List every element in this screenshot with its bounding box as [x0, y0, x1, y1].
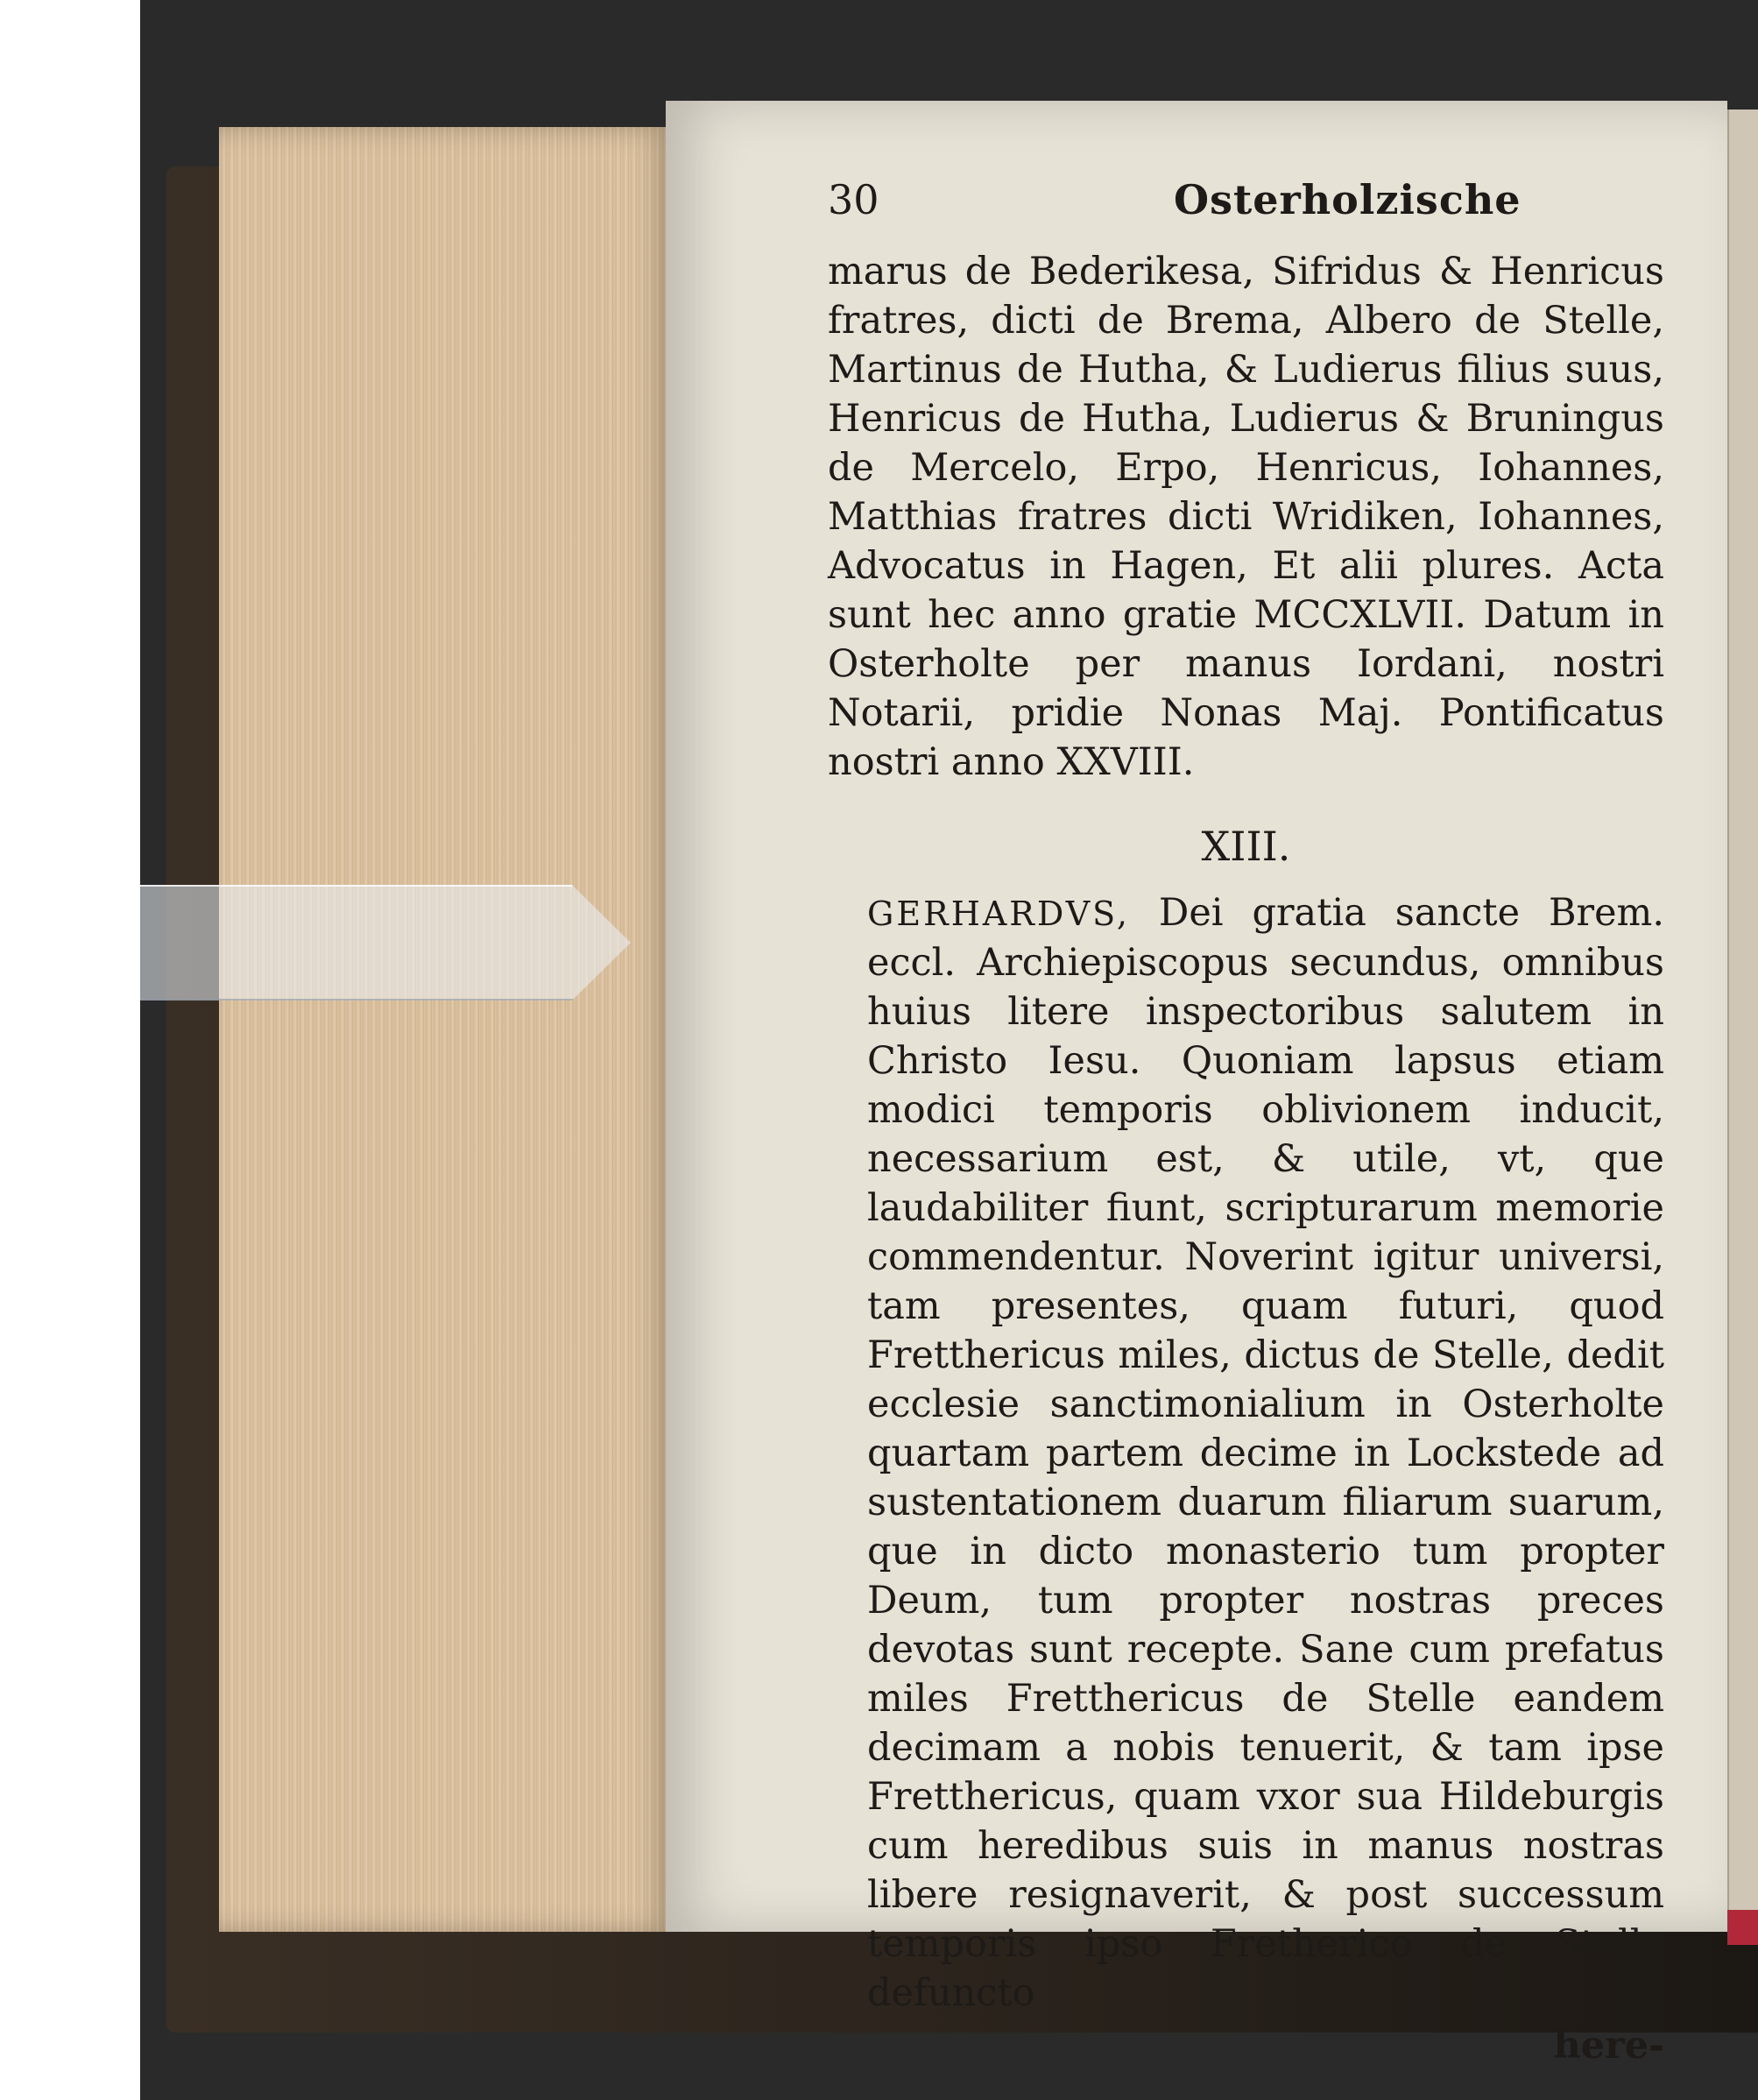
paragraph-1: marus de Bederikesa, Sifridus & Henricus fratres, dicti de Brema, Albero de Stelle, Martinus de Hutha, & Ludierus filius suus, Henricus de Hutha, Ludierus & Bruningus de Mercelo, Erpo, Henricus, Iohannes, Matthias fratres dicti Wridiken, Iohannes, Advocatus in Hagen, Et alii plures. Acta sunt hec anno gratie MCCXLVII. Datum in Osterholte per manus Iordani, nostri Notarii, pridie Nonas Maj. Pontificatus nostri anno XXVIII.	[828, 250, 1664, 784]
running-head: Osterholzische	[1174, 176, 1521, 223]
catchword: here-	[1553, 2024, 1664, 2068]
paragraph-lead: GERHARDVS,	[867, 894, 1130, 933]
bookmark-icon	[140, 885, 631, 1001]
page-header	[828, 175, 1664, 237]
next-page-edge	[1727, 110, 1758, 1932]
ribbon-marker	[1727, 1910, 1758, 1945]
paragraph-body: Dei gratia sancte Brem. eccl. Archiepiscopus secundus, omnibus huius litere inspectoribus salutem in Christo Iesu. Quoniam lapsus etiam modici temporis oblivionem inducit, necessarium est, & utile, vt, que laudabiliter fiunt, scripturarum memorie commendentur. Noverint igitur universi, tam presentes, quam futuri, quod Fretthericus miles, dictus de Stelle, dedit ecclesie sanctimonialium in Osterholte quartam partem decime in Lockstede ad sustentationem duarum filiarum suarum, que in dicto monasterio tum propter Deum, tum propter nostras preces devotas sunt recepte. Sane cum prefatus miles Fretthericus de Stelle eandem decimam a nobis tenuerit, & tam ipse Fretthericus, quam vxor sua Hildeburgis cum heredibus suis in manus nostras libere resignaverit, & post successum temporis ipso Fretherico de Stelle defuncto	[867, 891, 1664, 2015]
page-text	[828, 175, 1664, 2070]
section-heading: XIII.	[1201, 823, 1291, 870]
page-number: 30	[828, 176, 879, 223]
page-stack-edge	[219, 127, 674, 1932]
paragraph-2	[828, 888, 1664, 2018]
